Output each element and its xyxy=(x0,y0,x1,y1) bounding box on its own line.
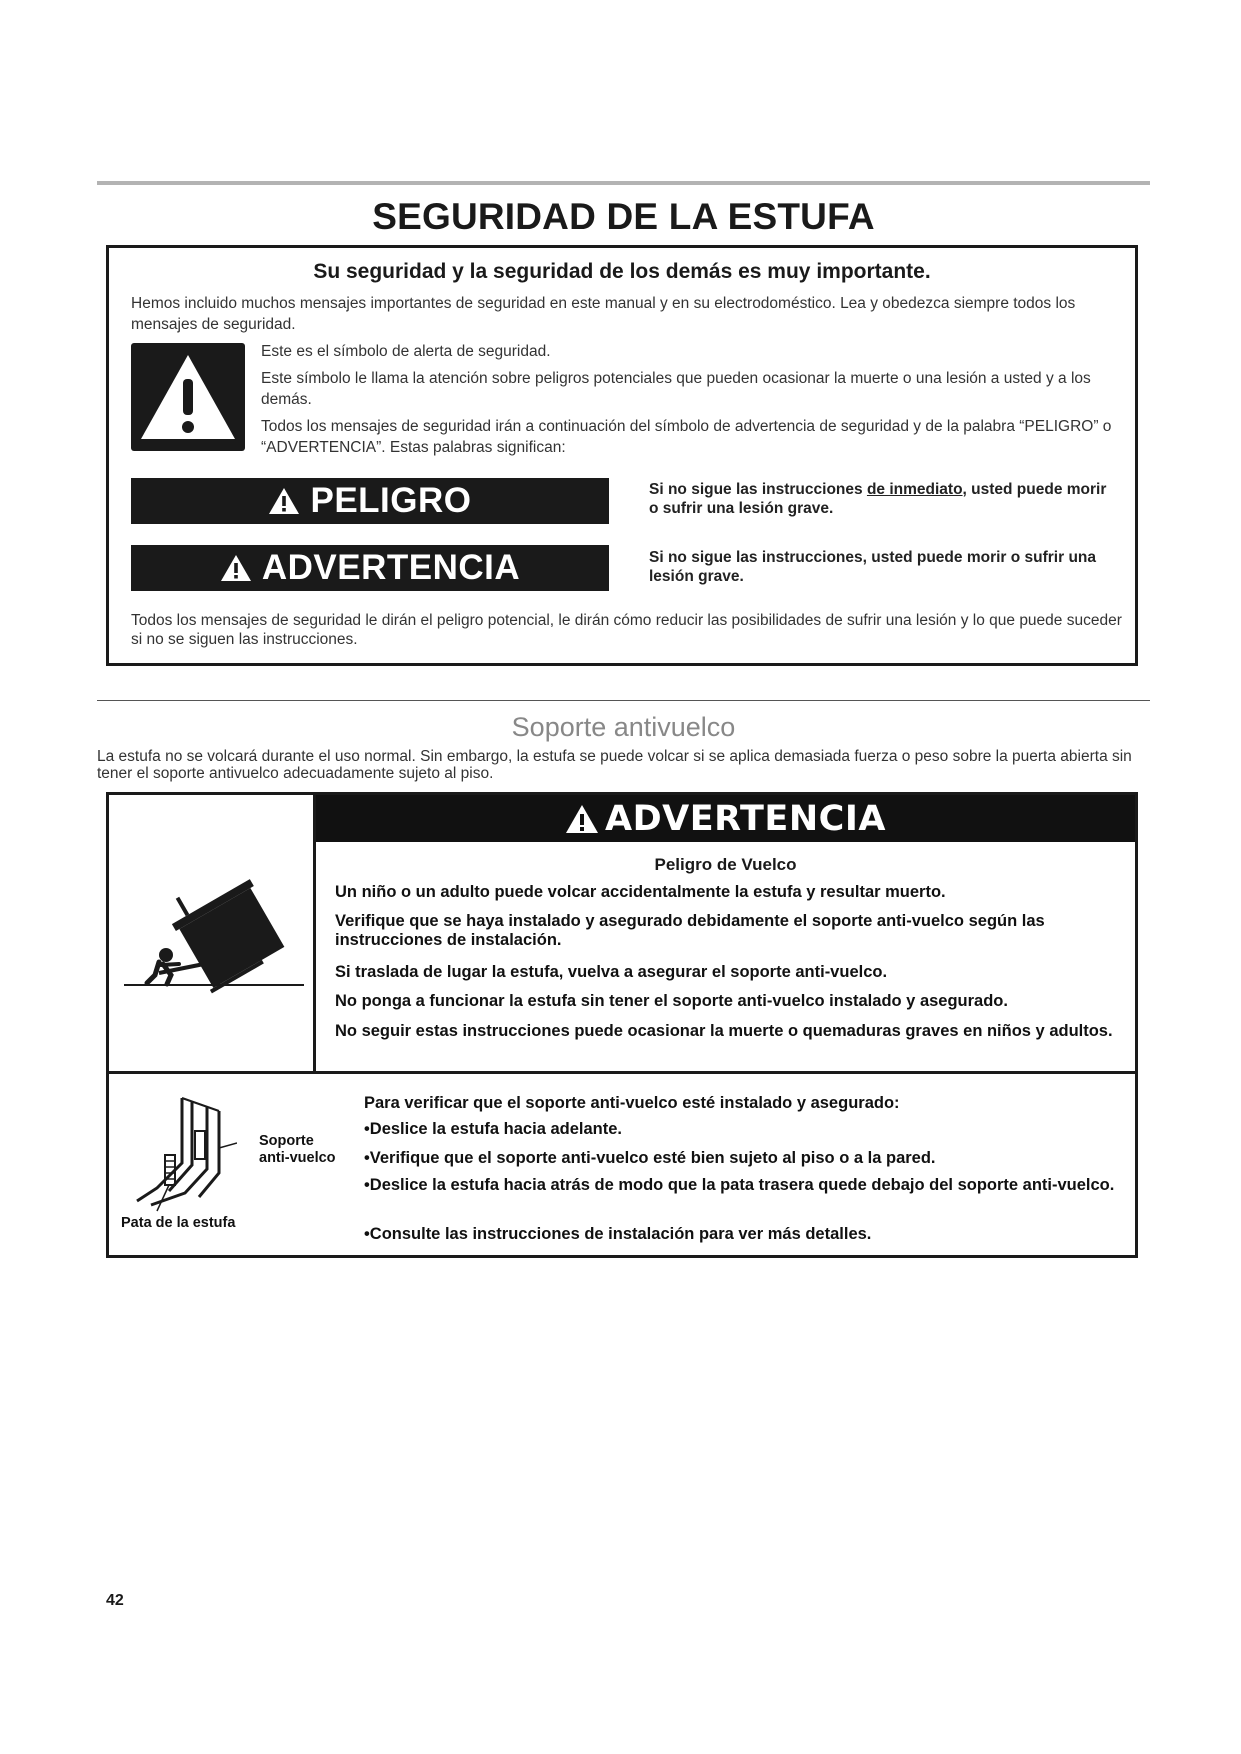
safety-message-box xyxy=(106,245,1138,666)
leg-label: Pata de la estufa xyxy=(121,1215,236,1231)
section-intro: La estufa no se volcará durante el uso normal. Sin embargo, la estufa se puede volcar si se aplica demasiada fuerza o peso sobre la puerta abierta sin tener el soporte antivuelco adecuadamente sujeto al piso. xyxy=(97,748,1132,782)
warning-description: Si no sigue las instrucciones, usted puede morir o sufrir una lesión grave. xyxy=(649,549,1097,585)
safety-alert-icon xyxy=(131,343,245,451)
warning-bar xyxy=(131,545,609,591)
safety-intro: Hemos incluido muchos mensajes importantes de seguridad en este manual y en su electrodoméstico. Lea y obedezca siempre todos los mensajes de seguridad. xyxy=(131,295,1076,333)
check-step: •Deslice la estufa hacia adelante. xyxy=(364,1120,622,1138)
warning-header xyxy=(316,795,1135,842)
bracket-label: Soporte anti-vuelco xyxy=(259,1133,336,1166)
warning-line: No seguir estas instrucciones puede ocasionar la muerte o quemaduras graves en niños y adultos. xyxy=(335,1022,1113,1040)
warning-label: ADVERTENCIA xyxy=(261,548,521,587)
safety-heading: Su seguridad y la seguridad de los demás es muy importante. xyxy=(313,260,931,283)
top-rule xyxy=(97,181,1150,185)
danger-bar xyxy=(131,478,609,524)
warning-line: Verifique que se haya instalado y asegurado debidamente el soporte anti-vuelco según las instrucciones de instalación. xyxy=(335,912,1045,949)
warning-header-label: ADVERTENCIA xyxy=(605,798,886,839)
anti-tip-warning-box xyxy=(106,792,1138,1258)
check-title: Para verificar que el soporte anti-vuelco esté instalado y asegurado: xyxy=(364,1094,900,1112)
warning-header-alert-icon xyxy=(565,804,599,834)
tipping-range-illustration xyxy=(119,865,309,1020)
section-title: Soporte antivuelco xyxy=(511,712,736,742)
hazard-title: Peligro de Vuelco xyxy=(654,855,797,874)
warning-line: Si traslada de lugar la estufa, vuelva a asegurar el soporte anti-vuelco. xyxy=(335,963,888,981)
page-number: 42 xyxy=(106,1592,124,1609)
warning-alert-icon xyxy=(220,554,252,582)
bracket-illustration xyxy=(127,1093,237,1218)
check-step: •Consulte las instrucciones de instalación para ver más detalles. xyxy=(364,1225,872,1243)
warning-line: No ponga a funcionar la estufa sin tener el soporte anti-vuelco instalado y asegurado. xyxy=(335,992,1008,1010)
alert-attention-text: Este símbolo le llama la atención sobre peligros potenciales que pueden ocasionar la muerte o una lesión a usted y a los demás. xyxy=(261,370,1091,408)
alert-symbol-text: Este es el símbolo de alerta de seguridad. xyxy=(261,343,551,360)
danger-description: Si no sigue las instrucciones de inmediato, usted puede morir o sufrir una lesión grave. xyxy=(649,481,1107,517)
page-title: SEGURIDAD DE LA ESTUFA xyxy=(372,196,875,237)
danger-alert-icon xyxy=(268,487,300,515)
check-step: •Verifique que el soporte anti-vuelco esté bien sujeto al piso o a la pared. xyxy=(364,1149,936,1167)
warning-line: Un niño o un adulto puede volcar accidentalmente la estufa y resultar muerto. xyxy=(335,883,946,901)
alert-follow-text: Todos los mensajes de seguridad irán a continuación del símbolo de advertencia de seguridad y de la palabra “PELIGRO” o “ADVERTENCIA”. Estas palabras significan: xyxy=(261,418,1112,456)
safety-footer: Todos los mensajes de seguridad le dirán el peligro potencial, le dirán cómo reducir las posibilidades de sufrir una lesión y lo que puede suceder si no se siguen las instrucciones. xyxy=(131,612,1122,648)
section-rule xyxy=(97,700,1150,701)
check-step: •Deslice la estufa hacia atrás de modo que la pata trasera quede debajo del soporte anti-vuelco. xyxy=(364,1176,1115,1194)
divider xyxy=(109,1071,1135,1074)
danger-label: PELIGRO xyxy=(310,481,472,520)
